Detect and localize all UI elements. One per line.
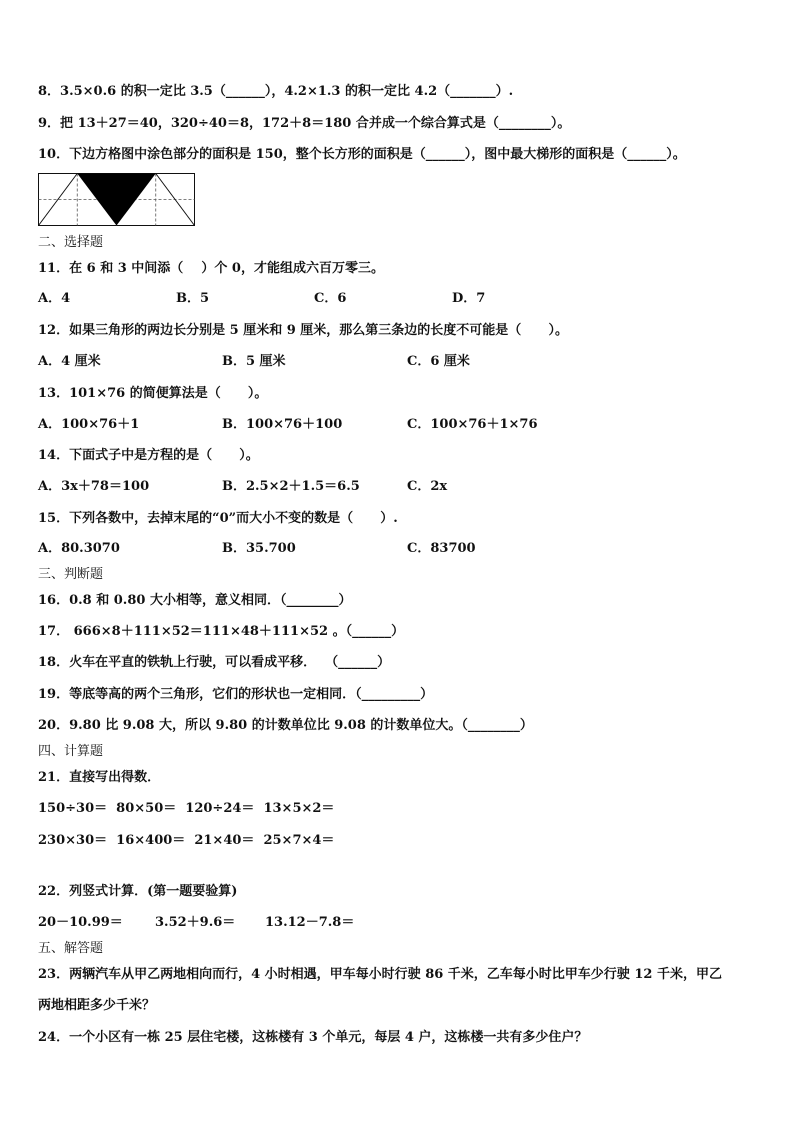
section-title-choice: 二、选择题	[38, 235, 104, 250]
q18: 18．火车在平直的铁轨上行驶，可以看成平移． （______）	[38, 655, 391, 670]
q13-option-c: C．100×76＋1×76	[407, 417, 538, 432]
q12: 12．如果三角形的两边长分别是 5 厘米和 9 厘米，那么第三条边的长度不可能是（ ）。	[38, 323, 568, 338]
q9: 9．把 13＋27＝40，320÷40＝8，172＋8＝180 合并成一个综合算式是（________）。	[38, 116, 571, 131]
q11-option-d: D．7	[452, 291, 486, 306]
q11-option-b: B．5	[176, 291, 210, 306]
q22-item-3: 13.12－7.8＝	[265, 915, 355, 930]
q21: 21．直接写出得数．	[38, 770, 161, 785]
q14-option-c: C．2x	[407, 479, 448, 494]
q17: 17． 666×8＋111×52＝111×48＋111×52 。（______）	[38, 624, 405, 639]
q22-item-1: 20－10.99＝	[38, 915, 123, 930]
q14-option-a: A．3x＋78＝100	[38, 479, 150, 494]
section-title-calculation: 四、计算题	[38, 744, 104, 759]
q21-row-1: 150÷30＝ 80×50＝ 120÷24＝ 13×5×2＝	[38, 801, 335, 816]
q12-option-a: A．4 厘米	[38, 354, 101, 369]
q15: 15．下列各数中，去掉末尾的“0”而大小不变的数是（ ）.	[38, 511, 398, 526]
q15-option-c: C．83700	[407, 541, 476, 556]
q24: 24．一个小区有一栋 25 层住宅楼，这栋楼有 3 个单元，每层 4 户，这栋楼一共有多少住户？	[38, 1030, 588, 1045]
q13-option-b: B．100×76＋100	[222, 417, 343, 432]
grid-figure	[38, 173, 195, 226]
q23-line-2: 两地相距多少千米？	[38, 998, 156, 1013]
section-title-answers: 五、解答题	[38, 941, 104, 956]
q14: 14．下面式子中是方程的是（ ）。	[38, 448, 259, 463]
q12-option-b: B．5 厘米	[222, 354, 286, 369]
q11-option-c: C．6	[314, 291, 347, 306]
q11-option-a: A．4	[38, 291, 71, 306]
q10: 10．下边方格图中涂色部分的面积是 150，整个长方形的面积是（______），图中最大梯形的面积是（______）。	[38, 147, 686, 162]
q12-option-c: C．6 厘米	[407, 354, 470, 369]
section-title-judgement: 三、判断题	[38, 567, 104, 582]
q16: 16．0.8 和 0.80 大小相等，意义相同．（________）	[38, 593, 352, 608]
q22: 22．列竖式计算．(第一题要验算)	[38, 884, 238, 899]
q20: 20．9.80 比 9.08 大，所以 9.80 的计数单位比 9.08 的计数单位大。（________）	[38, 718, 533, 733]
q23-line-1: 23．两辆汽车从甲乙两地相向而行，4 小时相遇，甲车每小时行驶 86 千米，乙车每小时比甲车少行驶 12 千米，甲乙	[38, 967, 722, 982]
q15-option-b: B．35.700	[222, 541, 296, 556]
q19: 19．等底等高的两个三角形，它们的形状也一定相同．（_________）	[38, 687, 434, 702]
q15-option-a: A．80.3070	[38, 541, 120, 556]
q21-row-2: 230×30＝ 16×400＝ 21×40＝ 25×7×4＝	[38, 833, 335, 848]
q22-item-2: 3.52＋9.6＝	[155, 915, 236, 930]
q8: 8．3.5×0.6 的积一定比 3.5（______），4.2×1.3 的积一定比 4.2（_______）.	[38, 84, 514, 99]
q13: 13．101×76 的简便算法是（ ）。	[38, 386, 268, 401]
q13-option-a: A．100×76＋1	[38, 417, 140, 432]
q11: 11．在 6 和 3 中间添（ ）个 0，才能组成六百万零三。	[38, 261, 384, 276]
q14-option-b: B．2.5×2＋1.5＝6.5	[222, 479, 360, 494]
